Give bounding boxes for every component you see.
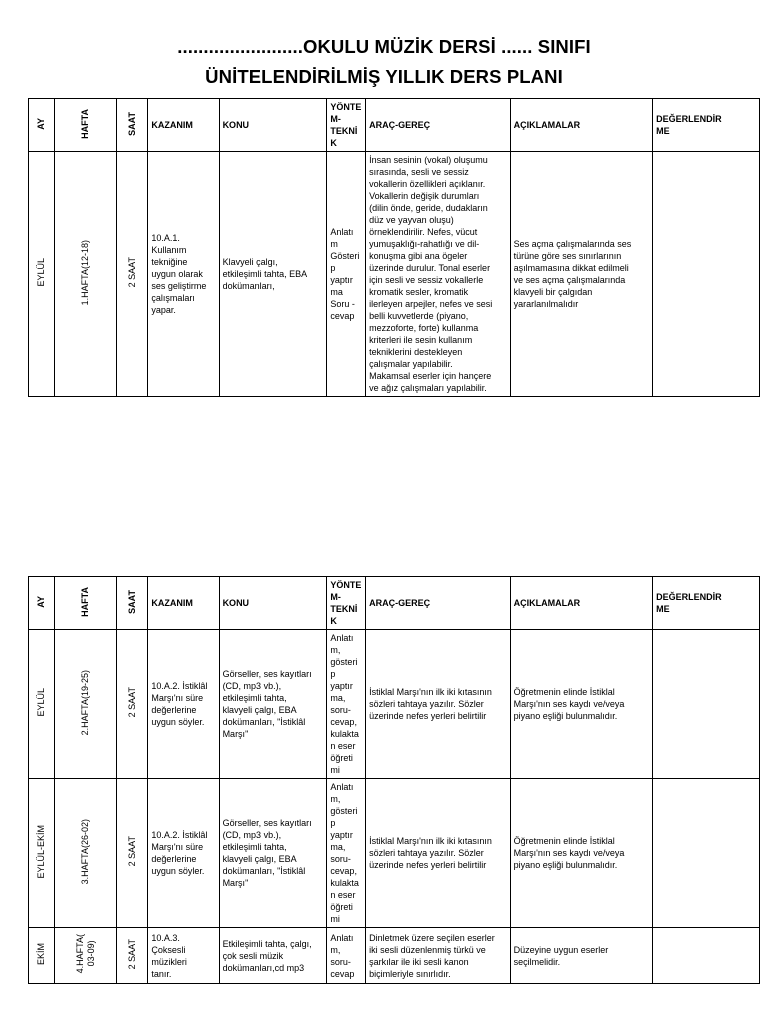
cell-kazanim: 10.A.2. İstiklâl Marşı'nı süre değerlerine uygun söyler. [148, 630, 219, 779]
table-row [29, 630, 760, 779]
cell-degerlendirme [653, 630, 760, 779]
table-header-row [29, 99, 760, 152]
header-hafta: HAFTA [55, 577, 117, 630]
cell-ay: EKİM [29, 928, 55, 984]
header-konu: KONU [219, 99, 327, 152]
cell-kazanim: 10.A.1. Kullanım tekniğine uygun olarak ses geliştirme çalışmaları yapar. [148, 152, 219, 397]
plan-table-2 [28, 576, 760, 984]
cell-yontem: Anlatı m, soru- cevap [327, 928, 366, 984]
header-kazanim: KAZANIM [148, 577, 219, 630]
cell-kazanim: 10.A.2. İstiklâl Marşı'nı süre değerlerine uygun söyler. [148, 779, 219, 928]
header-arac: ARAÇ-GEREÇ [366, 99, 511, 152]
cell-ay: EYLÜL [29, 630, 55, 779]
cell-degerlendirme [653, 928, 760, 984]
header-yontem: YÖNTE M- TEKNİ K [327, 99, 366, 152]
header-aciklamalar: AÇIKLAMALAR [510, 99, 652, 152]
cell-konu: Görseller, ses kayıtları (CD, mp3 vb.), etkileşimli tahta, klavyeli çalgı, EBA dokümanları, "İstiklâl Marşı" [219, 630, 327, 779]
table-row [29, 779, 760, 928]
cell-arac: Dinletmek üzere seçilen eserler iki sesli düzenlenmiş türkü ve şarkılar ile iki sesli kanon biçimleriyle sınırlıdır. [366, 928, 511, 984]
cell-hafta: 1.HAFTA(12-18) [55, 152, 117, 397]
table-row [29, 928, 760, 984]
table-header-row [29, 577, 760, 630]
cell-konu: Görseller, ses kayıtları (CD, mp3 vb.), etkileşimli tahta, klavyeli çalgı, EBA dokümanları, "İstiklâl Marşı" [219, 779, 327, 928]
document-subtitle: ÜNİTELENDİRİLMİŞ YILLIK DERS PLANI [205, 66, 563, 87]
cell-aciklamalar: Ses açma çalışmalarında ses türüne göre ses sınırlarının aşılmamasına dikkat edilmeli ve ses açma çalışmalarında klavyeli bir çalgıdan yararlanılmalıdır [510, 152, 652, 397]
cell-aciklamalar: Öğretmenin elinde İstiklal Marşı'nın ses kaydı ve/veya piyano eşliği bulunmalıdır. [510, 630, 652, 779]
cell-saat: 2 SAAT [116, 152, 147, 397]
header-ay: AY [29, 577, 55, 630]
header-yontem: YÖNTE M- TEKNİ K [327, 577, 366, 630]
header-saat: SAAT [116, 577, 147, 630]
cell-konu: Etkileşimli tahta, çalgı, çok sesli müzik dokümanları,cd mp3 [219, 928, 327, 984]
header-degerlendirme: DEĞERLENDİR ME [653, 577, 760, 630]
header-kazanim: KAZANIM [148, 99, 219, 152]
cell-yontem: Anlatı m, gösteri p yaptır ma, soru- cevap, kulakta n eser öğreti mi [327, 779, 366, 928]
cell-konu: Klavyeli çalgı, etkileşimli tahta, EBA dokümanları, [219, 152, 327, 397]
header-degerlendirme: DEĞERLENDİR ME [653, 99, 760, 152]
cell-arac: İstiklal Marşı'nın ilk iki kıtasının sözleri tahtaya yazılır. Sözler üzerinde nefes yerleri belirtilir [366, 630, 511, 779]
cell-saat: 2 SAAT [116, 928, 147, 984]
cell-arac: İstiklal Marşı'nın ilk iki kıtasının sözleri tahtaya yazılır. Sözler üzerinde nefes yerleri belirtilir [366, 779, 511, 928]
cell-aciklamalar: Düzeyine uygun eserler seçilmelidir. [510, 928, 652, 984]
cell-degerlendirme [653, 779, 760, 928]
cell-ay: EYLÜL-EKİM [29, 779, 55, 928]
table-row [29, 152, 760, 397]
header-saat: SAAT [116, 99, 147, 152]
cell-hafta: 2.HAFTA(19-25) [55, 630, 117, 779]
header-hafta: HAFTA [55, 99, 117, 152]
header-konu: KONU [219, 577, 327, 630]
cell-yontem: Anlatı m Gösteri p yaptır ma Soru - cevap [327, 152, 366, 397]
cell-arac: İnsan sesinin (vokal) oluşumu sırasında, sesli ve sessiz vokallerin özellikleri açıklanır. Vokallerin değişik durumları (dilin önde, geride, dudakların düz ve yayvan oluşu) örneklendirilir. Nefes, vücut yumuşaklığı-rahatlığı ve dil- konuşma gibi ana ögeler üzerinde durulur. Tonal eserler için sesli ve sessiz vokallerle kromatik sesler, kromatik ilerleyen arpejler, nefes ve sesi belli kuvvetlerde (piyano, mezzoforte, forte) kullanma kriterleri ile sesin kullanım tekniklerini destekleyen çalışmalar yapılabilir. Makamsal eserler için hançere ve ağız çalışmaları yapılabilir. [366, 152, 511, 397]
cell-kazanim: 10.A.3. Çoksesli müzikleri tanır. [148, 928, 219, 984]
plan-table-1 [28, 98, 760, 397]
cell-hafta: 3.HAFTA(26-02) [55, 779, 117, 928]
header-aciklamalar: AÇIKLAMALAR [510, 577, 652, 630]
cell-saat: 2 SAAT [116, 630, 147, 779]
cell-aciklamalar: Öğretmenin elinde İstiklal Marşı'nın ses kaydı ve/veya piyano eşliği bulunmalıdır. [510, 779, 652, 928]
document-title: ........................OKULU MÜZİK DERSİ ...... SINIFI [177, 36, 591, 57]
cell-hafta: 4.HAFTA( 03-09) [55, 928, 117, 984]
cell-degerlendirme [653, 152, 760, 397]
header-ay: AY [29, 99, 55, 152]
cell-yontem: Anlatı m, gösteri p yaptır ma, soru- cevap, kulakta n eser öğreti mi [327, 630, 366, 779]
cell-ay: EYLÜL [29, 152, 55, 397]
header-arac: ARAÇ-GEREÇ [366, 577, 511, 630]
cell-saat: 2 SAAT [116, 779, 147, 928]
